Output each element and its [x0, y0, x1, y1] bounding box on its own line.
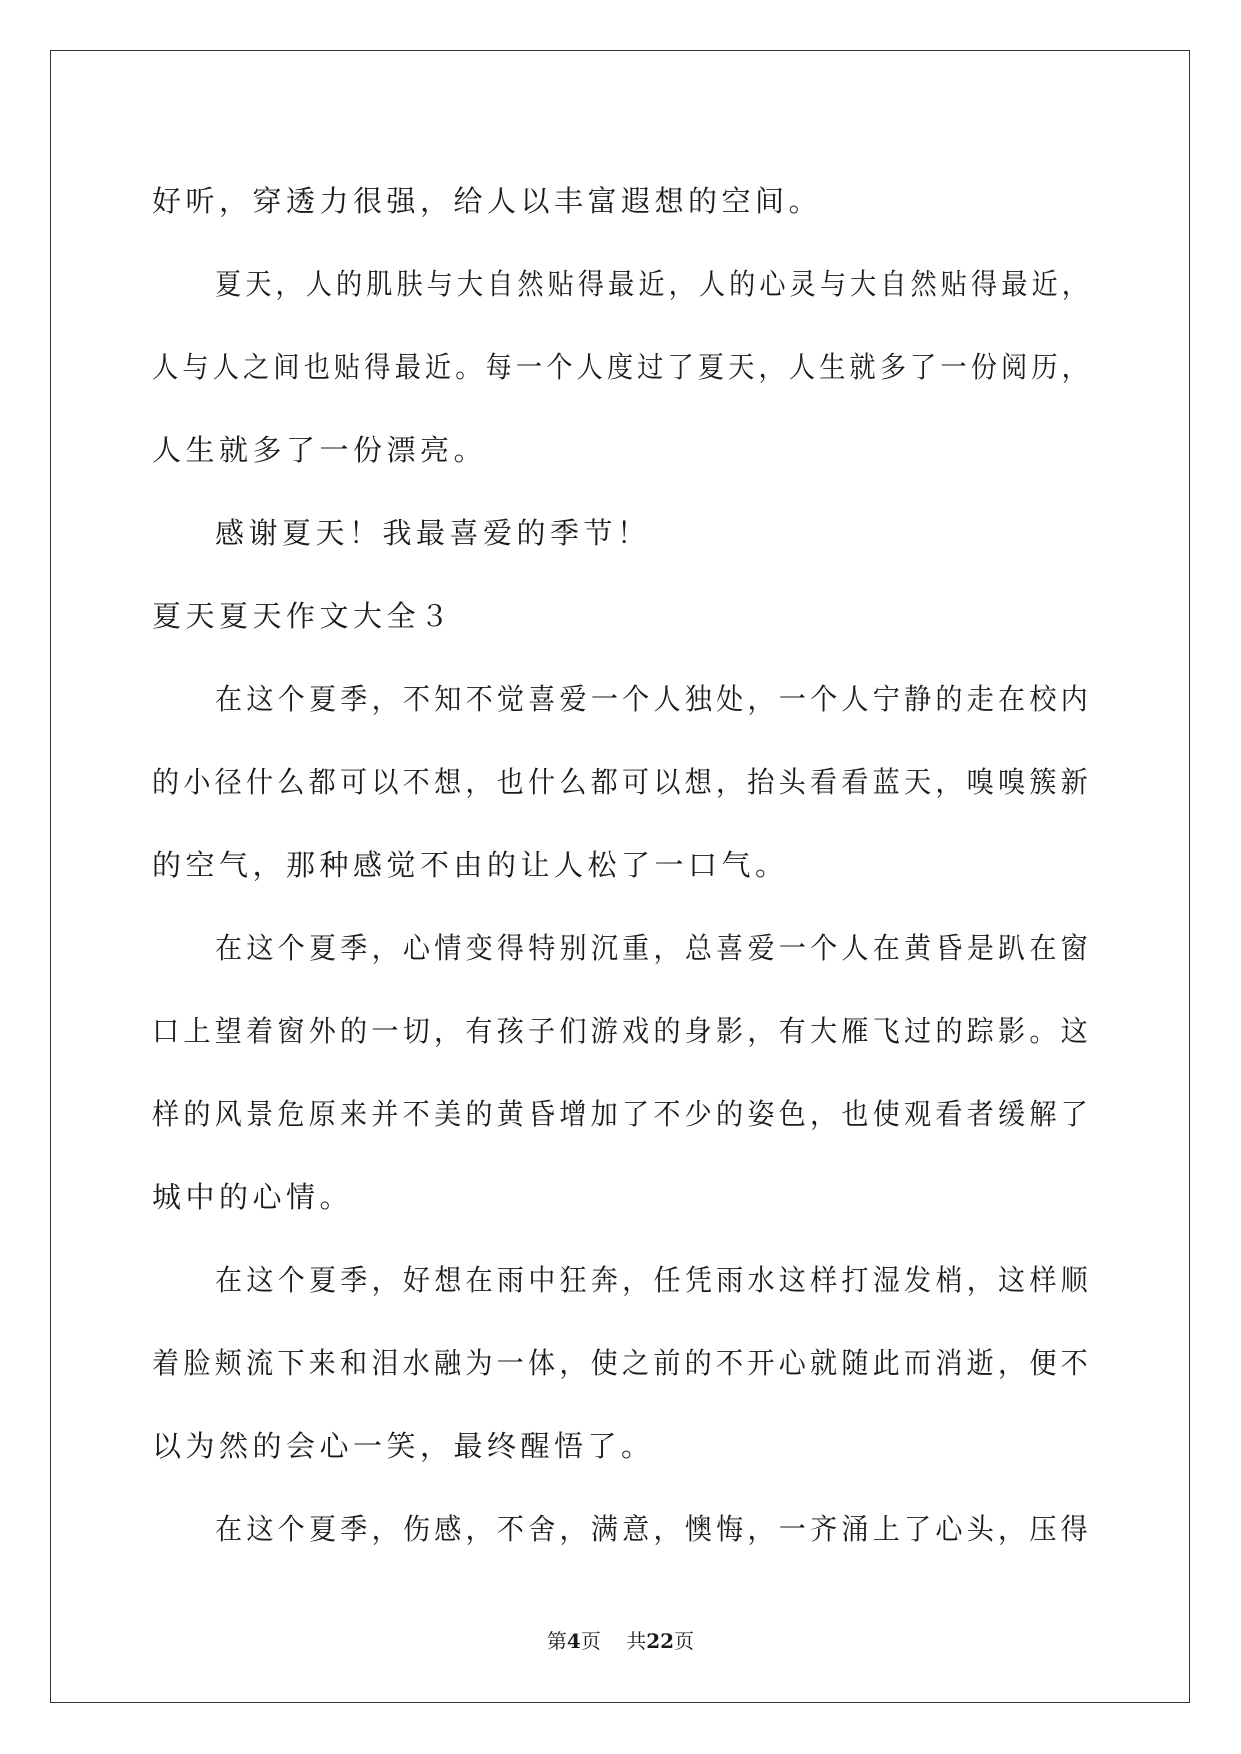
document-body [152, 160, 1092, 1571]
text-line: 在这个夏季，不知不觉喜爱一个人独处，一个人宁静的走在校内 [215, 682, 1092, 716]
text-line: 样的风景危原来并不美的黄昏增加了不少的姿色，也使观看者缓解了 [152, 1097, 1092, 1131]
text-line: 人生就多了一份漂亮。 [152, 433, 488, 467]
text-line: 的空气，那种感觉不由的让人松了一口气。 [152, 848, 789, 882]
text-line: 口上望着窗外的一切，有孩子们游戏的身影，有大雁飞过的踪影。这 [152, 1014, 1092, 1048]
text-line: 着脸颊流下来和泪水融为一体，使之前的不开心就随此而消逝，便不 [152, 1346, 1092, 1380]
footer-page-unit: 页 [580, 1629, 601, 1653]
text-line: 在这个夏季，心情变得特别沉重，总喜爱一个人在黄昏是趴在窗 [215, 931, 1092, 965]
section-heading: 夏天夏天作文大全３ [152, 599, 454, 633]
text-line: 人与人之间也贴得最近。每一个人度过了夏天，人生就多了一份阅历， [152, 350, 1092, 384]
text-line: 以为然的会心一笑，最终醒悟了。 [152, 1429, 655, 1463]
text-line: 感谢夏天！我最喜爱的季节！ [215, 516, 651, 550]
text-line: 在这个夏季，好想在雨中狂奔，任凭雨水这样打湿发梢，这样顺 [215, 1263, 1092, 1297]
footer-total-prefix: 共 [626, 1629, 647, 1653]
page-footer [0, 1625, 1241, 1654]
text-line: 的小径什么都可以不想，也什么都可以想，抬头看看蓝天，嗅嗅簇新 [152, 765, 1092, 799]
footer-total-pages: 22 [646, 1629, 675, 1653]
text-line: 城中的心情。 [152, 1180, 354, 1214]
footer-total-unit: 页 [674, 1629, 695, 1653]
text-line: 夏天，人的肌肤与大自然贴得最近，人的心灵与大自然贴得最近， [215, 267, 1092, 301]
text-line: 在这个夏季，伤感，不舍，满意，懊悔，一齐涌上了心头，压得 [215, 1512, 1092, 1546]
text-line: 好听，穿透力很强，给人以丰富遐想的空间。 [152, 184, 823, 218]
footer-prefix: 第 [546, 1629, 567, 1653]
footer-page-number: 4 [566, 1629, 581, 1653]
